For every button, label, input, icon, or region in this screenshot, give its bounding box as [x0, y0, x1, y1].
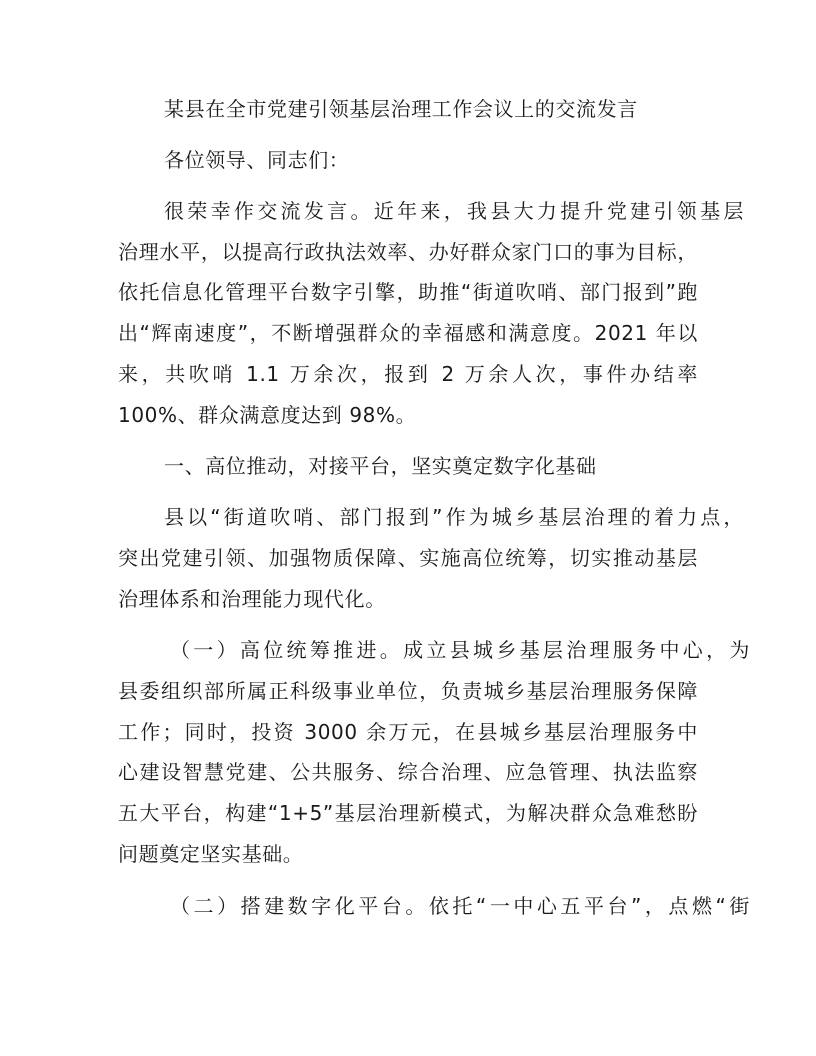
para1-line2: 治理水平，以提高行政执法效率、办好群众家门口的事为目标，: [118, 240, 698, 264]
para1-line6: 100%、群众满意度达到 98%。: [118, 403, 417, 427]
para4-line1: （二）搭建数字化平台。依托“一中心五平台”，点燃“街: [170, 894, 750, 918]
para2-line3: 治理体系和治理能力现代化。: [118, 587, 386, 611]
para1-line3: 依托信息化管理平台数字引擎，助推“街道吹哨、部门报到”跑: [118, 280, 698, 304]
para3-line4: 心建设智慧党建、公共服务、综合治理、应急管理、执法监察: [118, 760, 698, 784]
section-heading-1: 一、高位推动，对接平台，坚实奠定数字化基础: [164, 454, 597, 478]
para3-line3: 工作；同时，投资 3000 余万元，在县城乡基层治理服务中: [118, 720, 698, 744]
para3-line1: （一）高位统筹推进。成立县城乡基层治理服务中心，为: [170, 638, 750, 662]
para2-line2: 突出党建引领、加强物质保障、实施高位统筹，切实推动基层: [118, 546, 698, 570]
para1-line5: 来，共吹哨 1.1 万余次，报到 2 万余人次，事件办结率: [118, 362, 698, 386]
para3-line6: 问题奠定坚实基础。: [118, 842, 304, 866]
para1-line1: 很荣幸作交流发言。近年来，我县大力提升党建引领基层: [164, 199, 744, 223]
greeting: 各位领导、同志们：: [164, 148, 350, 172]
para2-line1: 县以“街道吹哨、部门报到”作为城乡基层治理的着力点，: [164, 505, 744, 529]
para3-line5: 五大平台，构建“1+5”基层治理新模式，为解决群众急难愁盼: [118, 801, 698, 825]
para3-line2: 县委组织部所属正科级事业单位，负责城乡基层治理服务保障: [118, 679, 698, 703]
para1-line4: 出“辉南速度”，不断增强群众的幸福感和满意度。2021 年以: [118, 321, 698, 345]
document-title: 某县在全市党建引领基层治理工作会议上的交流发言: [164, 97, 638, 121]
